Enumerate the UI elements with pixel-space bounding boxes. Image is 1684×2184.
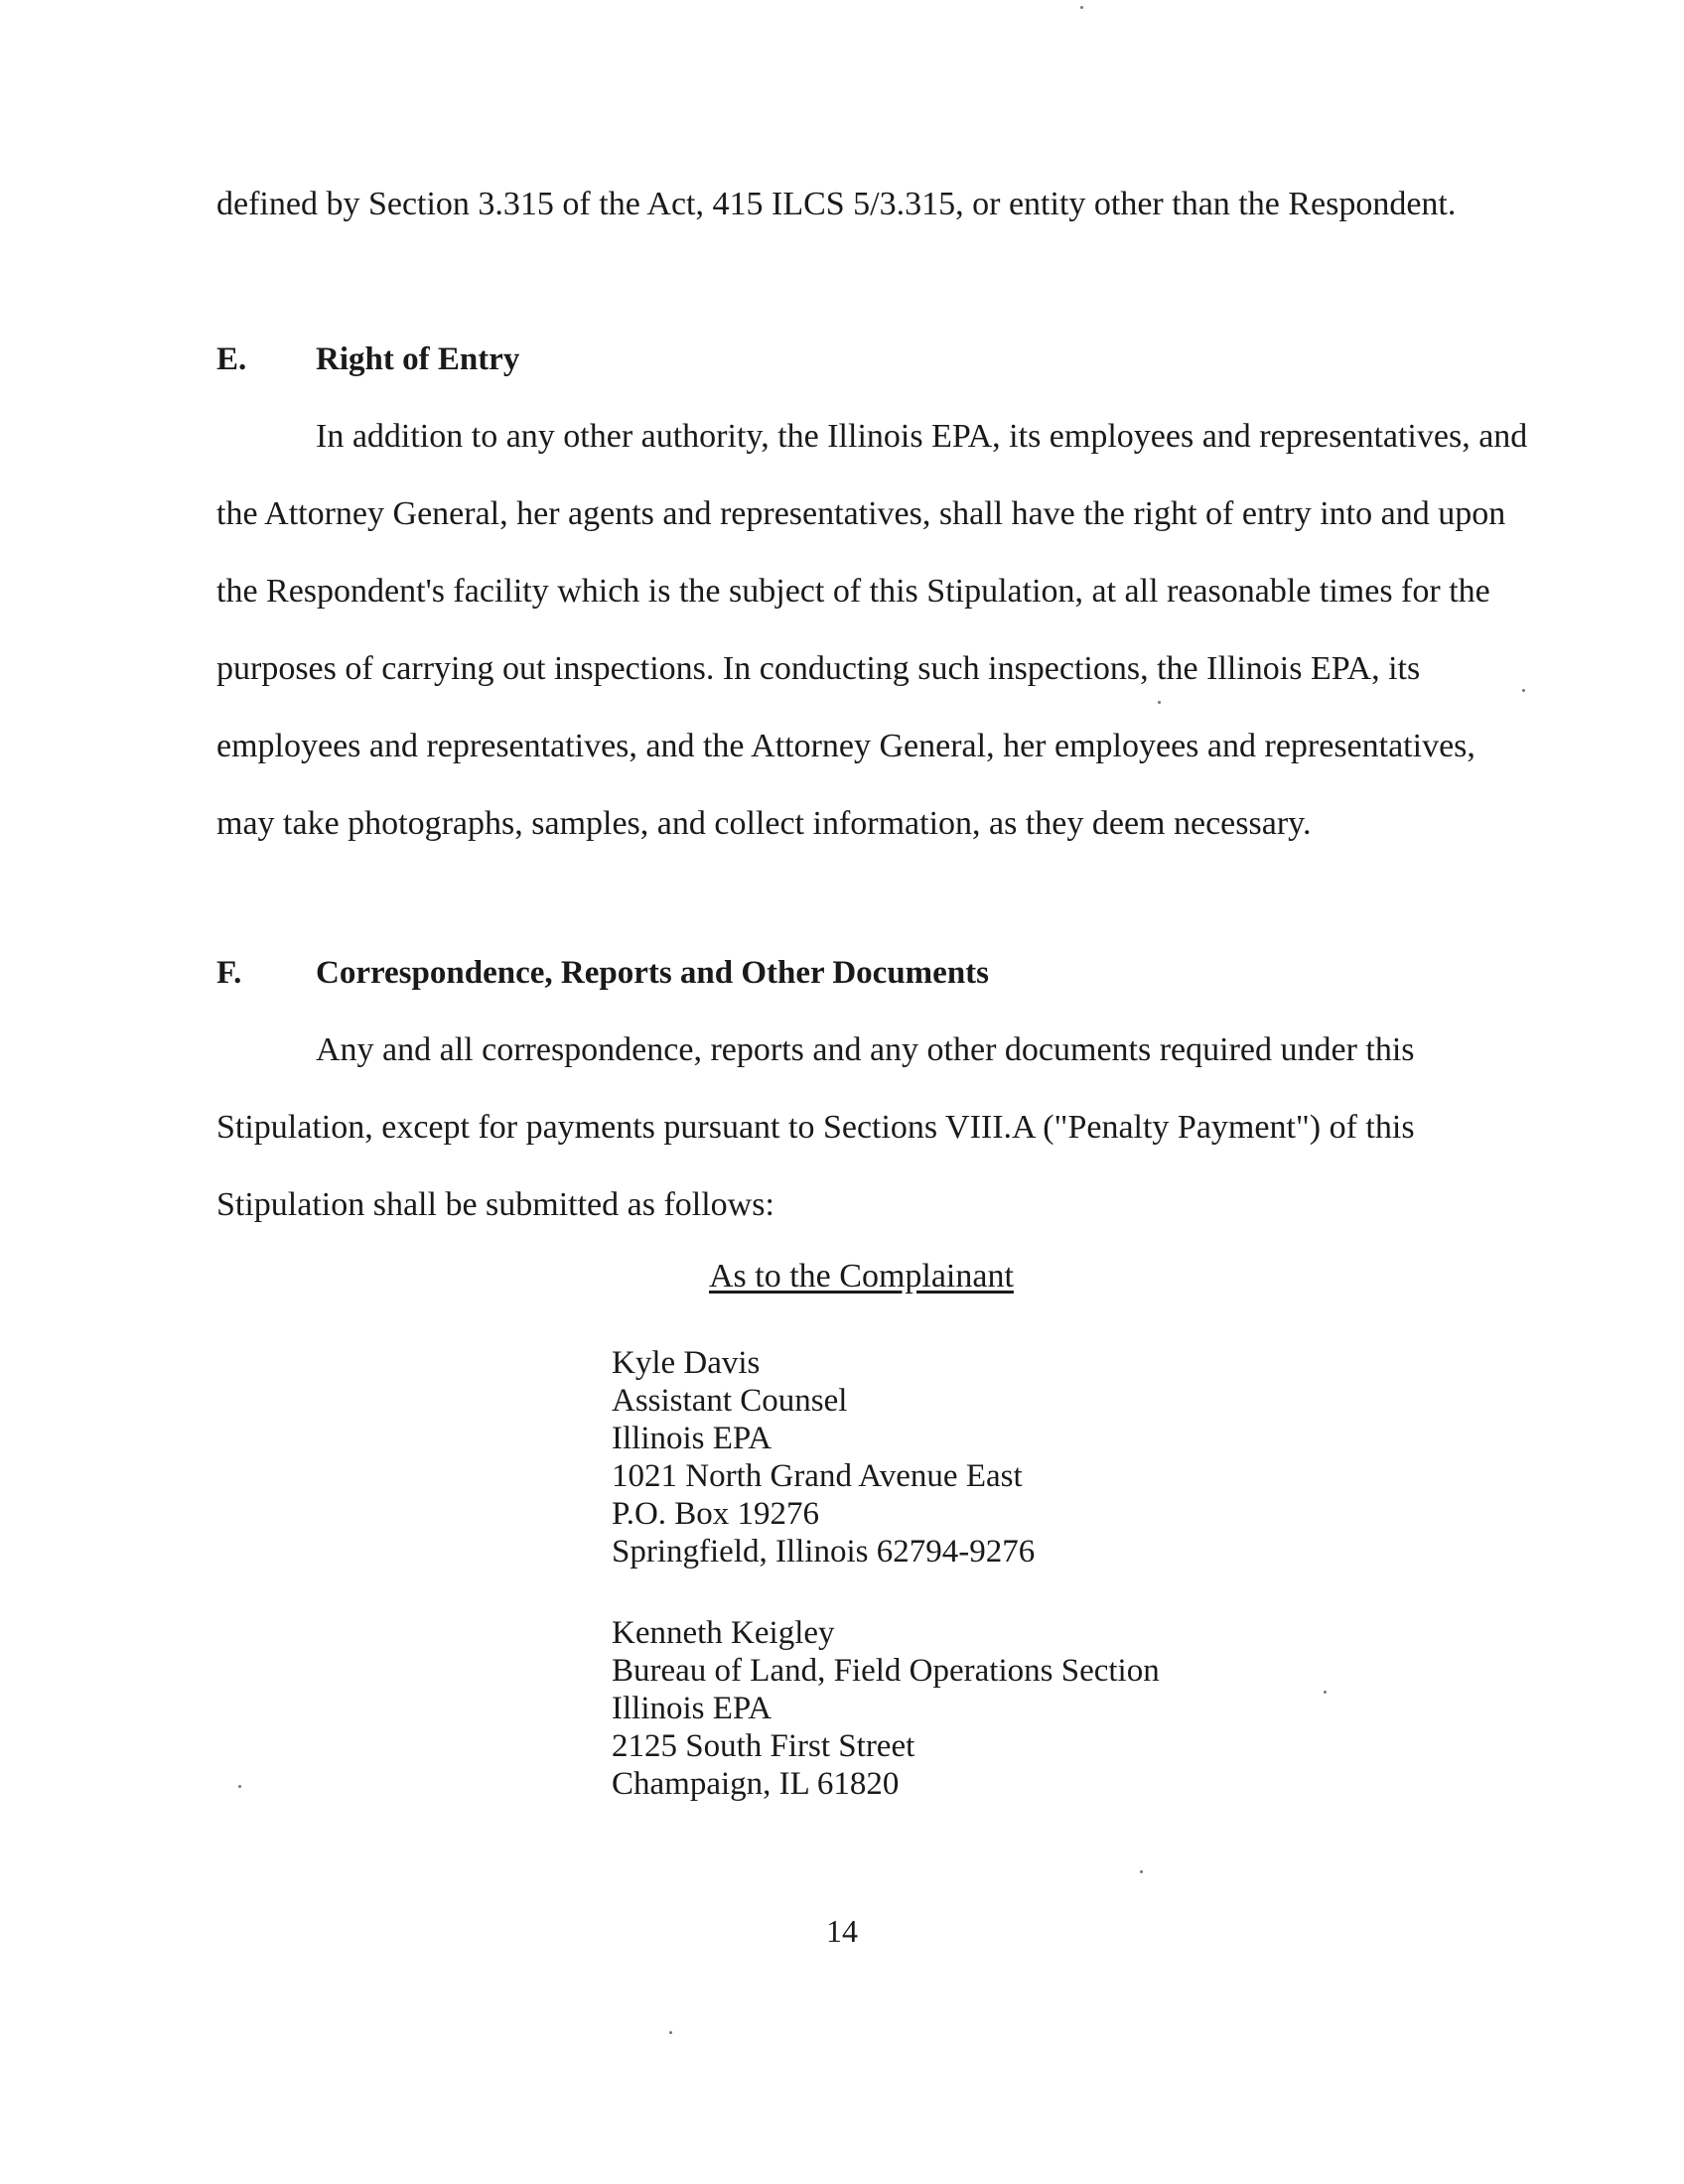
scan-speck (1140, 1870, 1143, 1873)
address-line: Bureau of Land, Field Operations Section (612, 1653, 1160, 1689)
complainant-heading: As to the Complainant (709, 1258, 1014, 1295)
scan-speck (1080, 6, 1083, 9)
address-line: Champaign, IL 61820 (612, 1766, 900, 1802)
section-e-line: may take photographs, samples, and collect information, as they deem necessary. (216, 805, 1312, 842)
section-e-heading (216, 340, 519, 379)
address-block (612, 1614, 1160, 1803)
address-line: Assistant Counsel (612, 1383, 848, 1419)
section-f-line: Stipulation, except for payments pursuant to Sections VIII.A ("Penalty Payment") of this (216, 1109, 1415, 1146)
address-line: Kyle Davis (612, 1345, 761, 1381)
section-e-line: the Respondent's facility which is the subject of this Stipulation, at all reasonable times for the (216, 573, 1490, 610)
section-e-line: purposes of carrying out inspections. In conducting such inspections, the Illinois EPA, its (216, 650, 1421, 687)
address-line: 1021 North Grand Avenue East (612, 1458, 1023, 1494)
section-e-line: In addition to any other authority, the Illinois EPA, its employees and representatives, and (316, 418, 1528, 455)
scan-speck (669, 2031, 672, 2034)
page-number: 14 (826, 1913, 858, 1949)
address-line: 2125 South First Street (612, 1728, 915, 1764)
section-e-title: Right of Entry (316, 341, 520, 377)
scan-speck (1522, 689, 1525, 692)
section-f-letter: F. (216, 955, 242, 991)
address-line: Kenneth Keigley (612, 1615, 835, 1651)
address-line: P.O. Box 19276 (612, 1496, 820, 1532)
section-f-line: Stipulation shall be submitted as follows: (216, 1186, 774, 1223)
address-line: Illinois EPA (612, 1421, 772, 1456)
section-e-line: employees and representatives, and the Attorney General, her employees and representatives, (216, 728, 1475, 764)
address-block (612, 1344, 1035, 1570)
section-f-heading (216, 953, 989, 993)
section-e-letter: E. (216, 341, 247, 377)
scan-speck (1158, 701, 1161, 704)
section-f-line: Any and all correspondence, reports and any other documents required under this (316, 1031, 1415, 1068)
scan-speck (1324, 1691, 1327, 1694)
address-line: Springfield, Illinois 62794-9276 (612, 1534, 1036, 1570)
paragraph-continuation: defined by Section 3.315 of the Act, 415 ILCS 5/3.315, or entity other than the Respondent. (216, 186, 1457, 222)
scan-speck (238, 1785, 241, 1788)
address-line: Illinois EPA (612, 1691, 772, 1726)
section-f-title: Correspondence, Reports and Other Documents (316, 955, 989, 991)
section-e-line: the Attorney General, her agents and representatives, shall have the right of entry into and upon (216, 495, 1506, 532)
